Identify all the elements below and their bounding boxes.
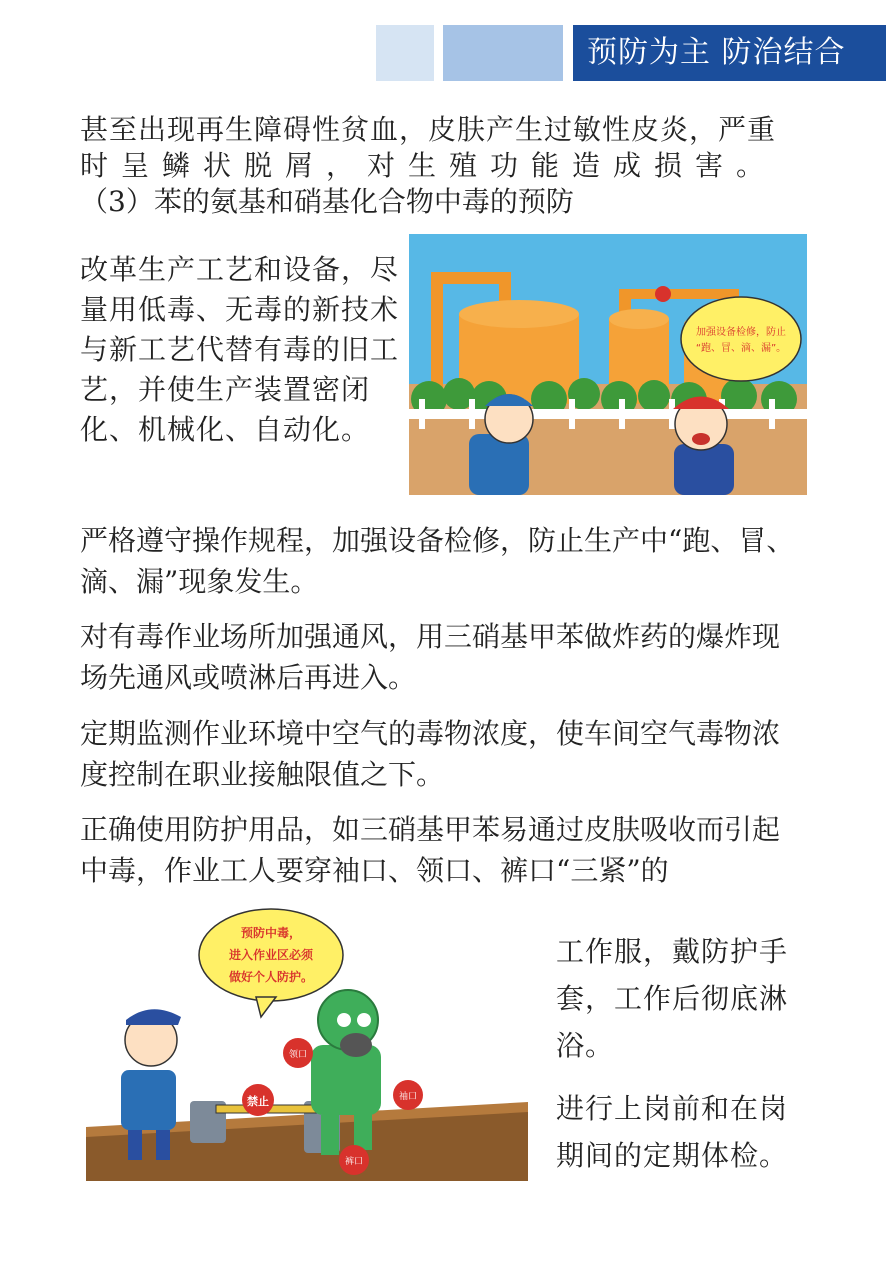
paragraph-ventilation: 对有毒作业场所加强通风，用三硝基甲苯做炸药的爆炸现场先通风或喷淋后再进入。 <box>80 620 781 694</box>
bubble-2-line-2: 进入作业区必须 <box>228 948 314 962</box>
bubble-2-line-1: 预防中毒， <box>240 926 302 940</box>
collar-label: 领口 <box>288 1050 308 1060</box>
bubble-2-line-3: 做好个人防护。 <box>228 970 314 984</box>
stop-sign-label: 禁止 <box>247 1095 269 1108</box>
lead-line-1: 甚至出现再生障碍性贫血，皮肤产生过敏性皮炎，严重 <box>80 113 777 146</box>
pants-cuff-label: 裤口 <box>344 1157 364 1167</box>
section-heading: （3）苯的氨基和硝基化合物中毒的预防 <box>80 185 574 218</box>
factory-illustration <box>409 234 807 495</box>
sleeve-label: 袖口 <box>398 1092 418 1102</box>
protection-illustration <box>86 905 528 1181</box>
header-title: 预防为主 防治结合 <box>573 25 886 81</box>
paragraph-checkup: 进行上岗前和在岗期间的定期体检。 <box>556 1092 789 1172</box>
header-decor-light <box>376 25 434 81</box>
lead-paragraph <box>80 112 800 220</box>
paragraph-workwear: 工作服，戴防护手套，工作后彻底淋浴。 <box>556 935 789 1062</box>
paragraph-maintenance: 严格遵守操作规程，加强设备检修，防止生产中“跑、冒、滴、漏”现象发生。 <box>80 524 795 598</box>
intro-paragraph: 改革生产工艺和设备，尽量用低毒、无毒的新技术与新工艺代替有毒的旧工艺，并使生产装置密闭化、机械化、自动化。 <box>80 253 400 446</box>
paragraph-monitoring: 定期监测作业环境中空气的毒物浓度，使车间空气毒物浓度控制在职业接触限值之下。 <box>80 717 781 791</box>
bubble-1-line-1: 加强设备检修，防止 <box>696 327 786 338</box>
header-decor-mid <box>443 25 563 81</box>
bubble-1-line-2: “跑、冒、滴、漏”。 <box>695 343 787 354</box>
paragraph-protection: 正确使用防护用品，如三硝基甲苯易通过皮肤吸收而引起中毒，作业工人要穿袖口、领口、裤口“三紧”的 <box>80 813 781 887</box>
lead-line-2: 时呈鳞状脱屑，对生殖功能造成损害。 <box>80 149 778 182</box>
